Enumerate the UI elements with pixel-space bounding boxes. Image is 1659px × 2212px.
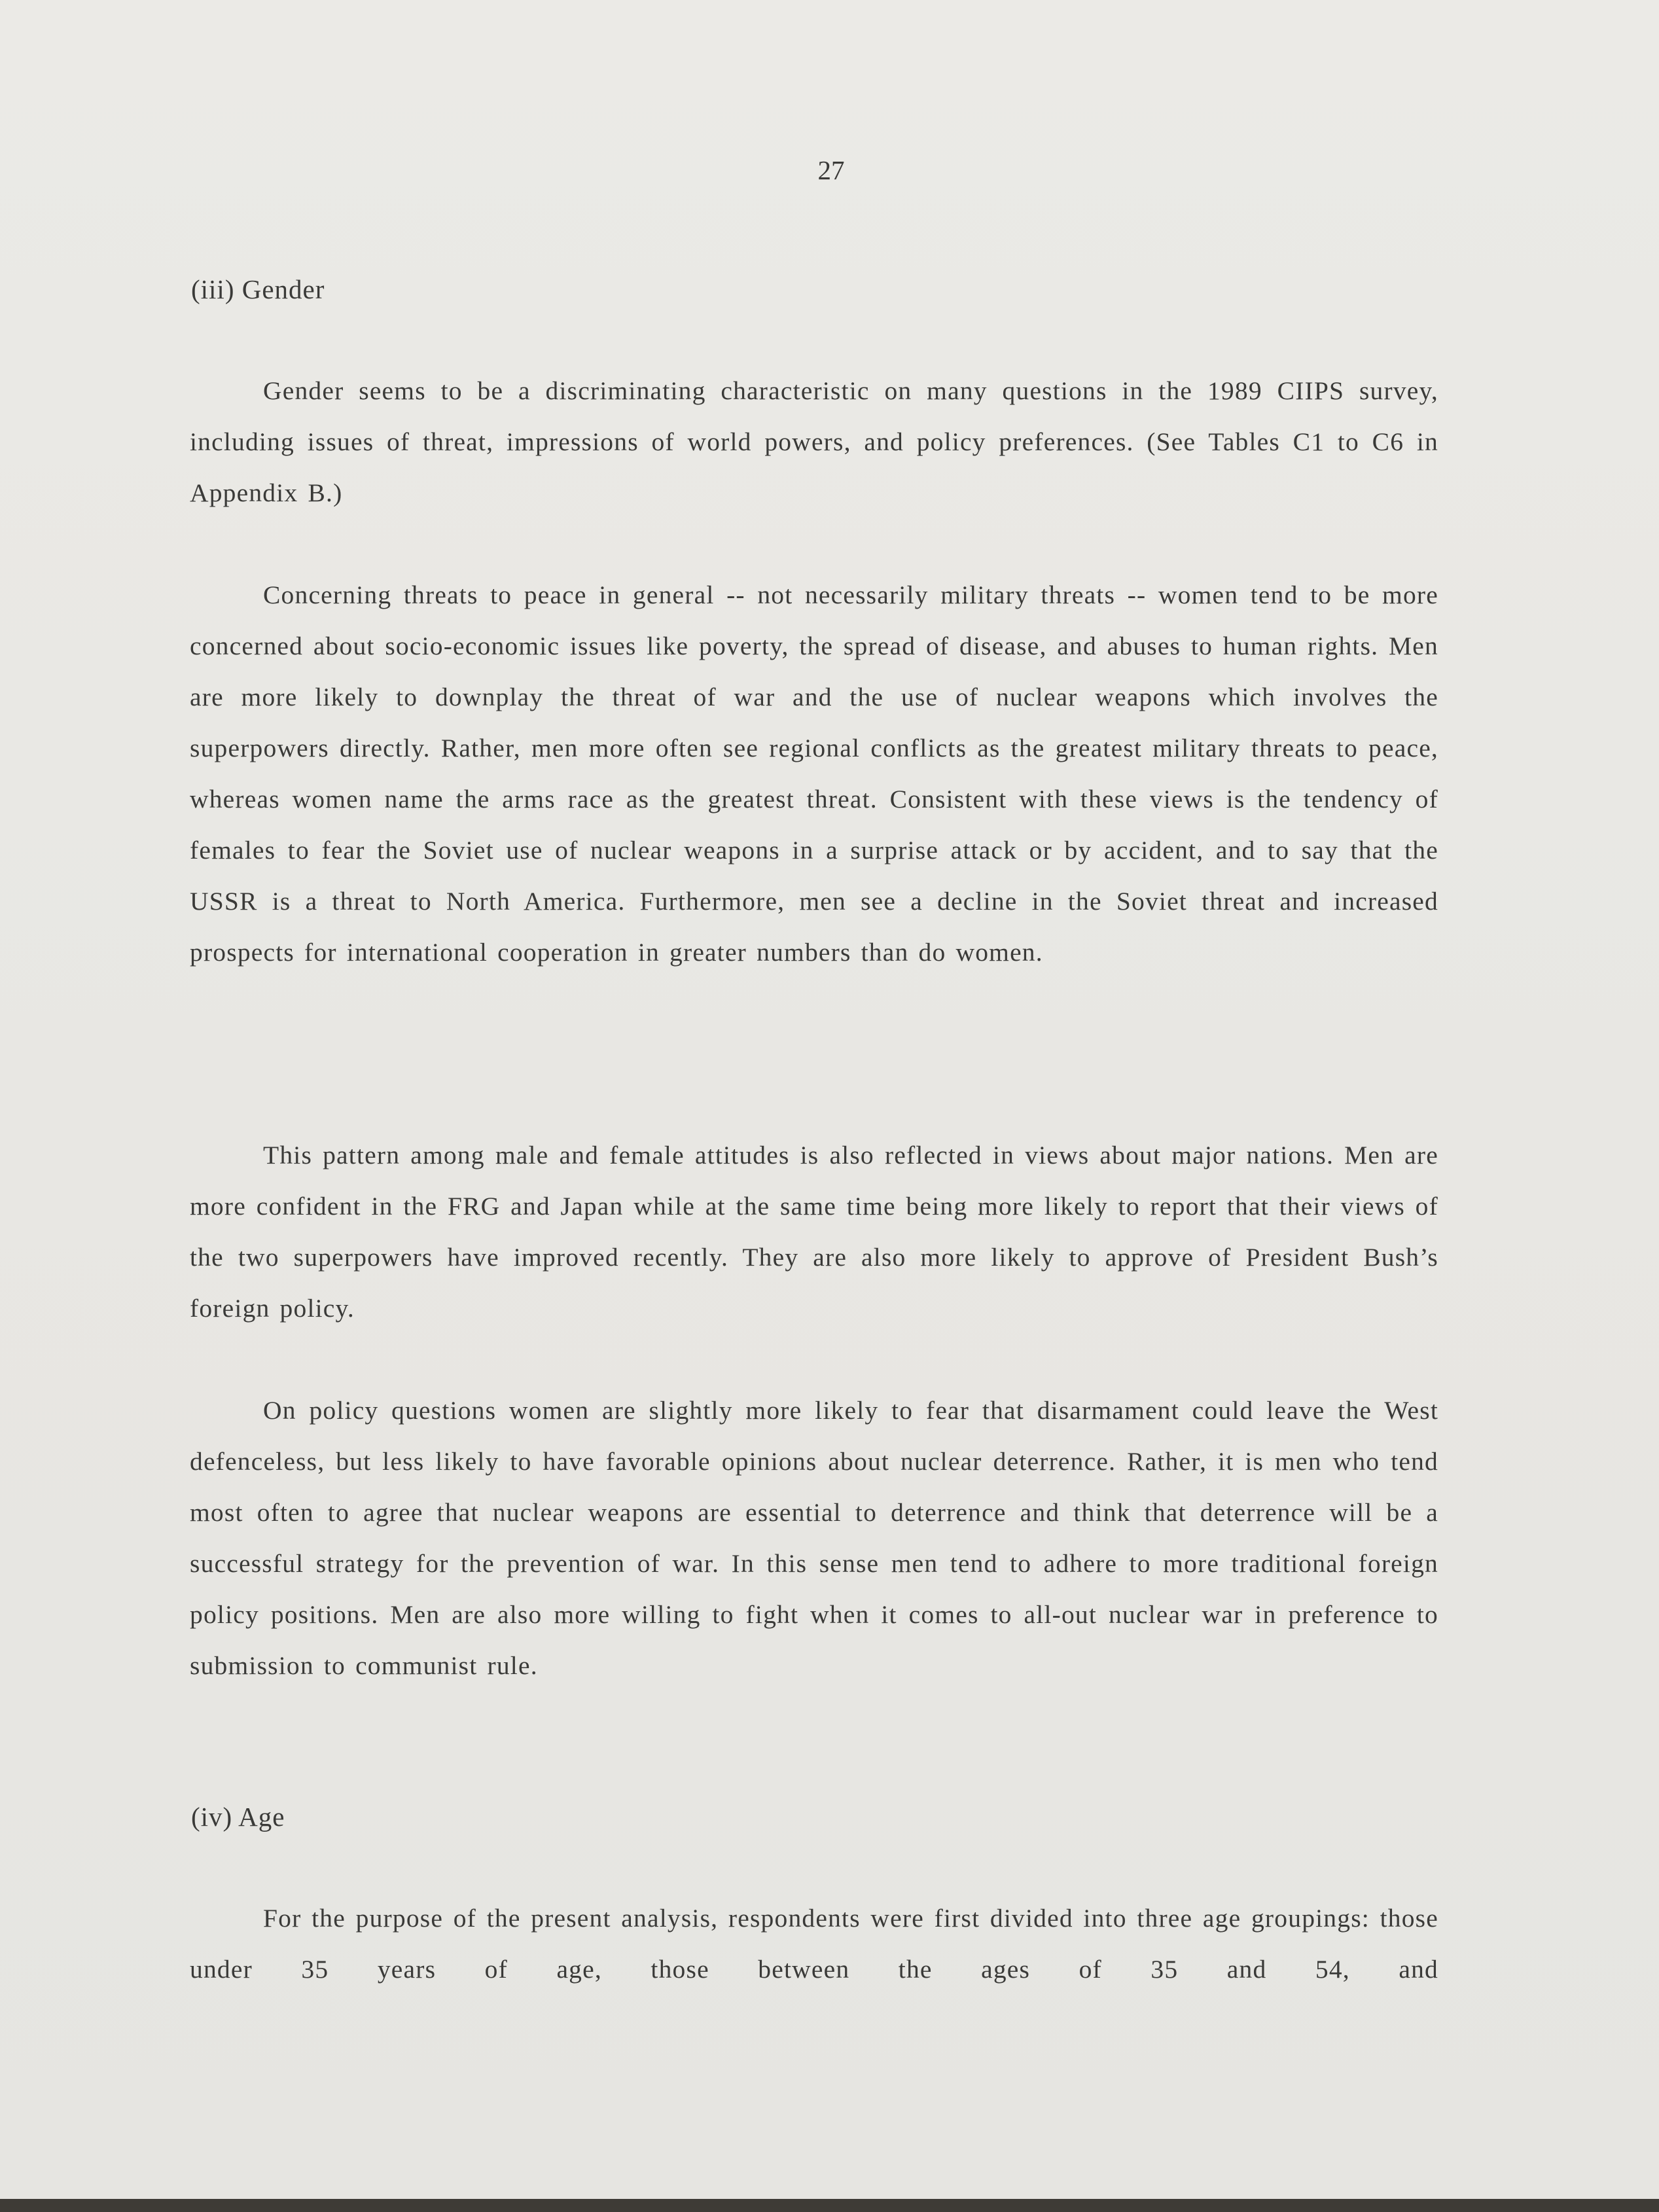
paragraph-policy-questions: On policy questions women are slightly more likely to fear that disarmament could leave the West defenceless, but less likely to have favorable opinions about nuclear deterrence. Rather, it is men who tend most often to agree that nuclear weapons are essential to deterrence and think that deterrence will be a successful strategy for the prevention of war. In this sense men tend to adhere to more traditional foreign policy positions. Men are also more willing to fight when it comes to all-out nuclear war in preference to submission to communist rule. <box>190 1396 1438 1680</box>
paragraph-gender-intro: Gender seems to be a discriminating characteristic on many questions in the 1989 CIIPS survey, including issues of threat, impressions of world powers, and policy preferences. (See Tables C1 to C6 in Appendix B.) <box>190 376 1438 507</box>
paragraph-major-nations: This pattern among male and female attitudes is also reflected in views about major nations. Men are more confident in the FRG and Japan while at the same time being more likely to report that their views of the two superpowers have improved recently. They are also more likely to approve of President Bush’s foreign policy. <box>190 1141 1438 1323</box>
page-number: 27 <box>817 155 845 185</box>
paragraph-threats-to-peace: Concerning threats to peace in general -- not necessarily military threats -- women tend to be more concerned about socio-economic issues like poverty, the spread of disease, and abuses to human rights. Men are more likely to downplay the threat of war and the use of nuclear weapons which involves the superpowers directly. Rather, men more often see regional conflicts as the greatest military threats to peace, whereas women name the arms race as the greatest threat. Consistent with these views is the tendency of females to fear the Soviet use of nuclear weapons in a surprise attack or by accident, and to say that the USSR is a threat to North America. Furthermore, men see a decline in the Soviet threat and increased prospects for international cooperation in greater numbers than do women. <box>190 580 1438 967</box>
paragraph-age-groupings: For the purpose of the present analysis, respondents were first divided into three age groupings: those under 35 years of age, those between the ages of 35 and 54, and <box>190 1904 1438 1984</box>
section-heading-age: (iv) Age <box>191 1802 285 1832</box>
scan-bottom-edge <box>0 2199 1659 2212</box>
section-heading-gender: (iii) Gender <box>191 274 325 304</box>
